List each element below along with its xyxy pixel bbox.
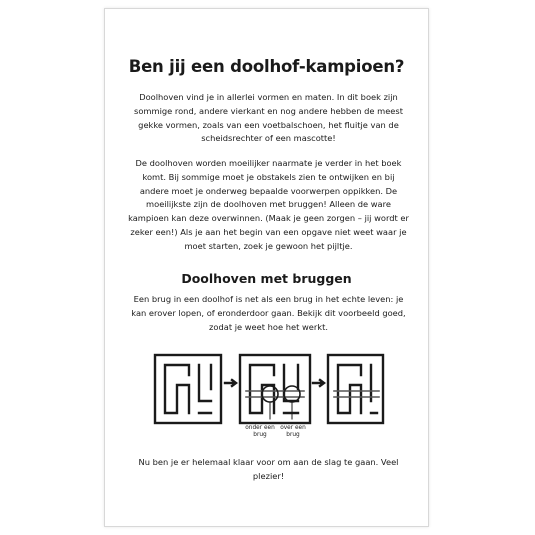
bridge-paragraph: Een brug in een doolhof is net als een brug in het echte leven: je kan erover lopen, of eronderdoor gaan. Bekijk dit voorbeeld goed, zodat je weet hoe het werkt.	[131, 294, 406, 332]
maze-icon	[155, 355, 221, 423]
book-page	[104, 8, 429, 527]
maze-icon	[240, 355, 310, 423]
caption-over-bridge: over een brug	[280, 425, 306, 438]
section-heading: Doolhoven met bruggen	[181, 271, 352, 286]
difficulty-paragraph: De doolhoven worden moeilijker naarmate je verder in het boek komt. Bij sommige moet je obstakels zien te ontwijken en bij andere moet je onderweg bepaalde voorwerpen oppikken. De moeilijkste zijn de doolhoven met bruggen! Alleen de ware kampioen kan deze overwinnen. (Maak je geen zorgen – jij wordt er zeker een!) Als je aan het begin van een opgave niet weet waar je moet starten, zoek je gewoon het pijltje.	[128, 158, 409, 251]
closing-paragraph: Nu ben je er helemaal klaar voor om aan de slag te gaan. Veel plezier!	[138, 457, 399, 481]
arrow-right-icon	[313, 380, 324, 386]
arrow-right-icon	[225, 380, 236, 386]
maze-icon	[328, 355, 383, 423]
caption-under-bridge: onder een brug	[245, 425, 275, 438]
page-title: Ben jij een doolhof-kampioen?	[128, 57, 405, 76]
intro-paragraph: Doolhoven vind je in allerlei vormen en maten. In dit boek zijn sommige rond, andere vierkant en nog andere hebben de meest gekke vormen, zoals van een voetbalschoen, het fluitje van de scheidsrechter of een mascotte!	[134, 92, 403, 144]
